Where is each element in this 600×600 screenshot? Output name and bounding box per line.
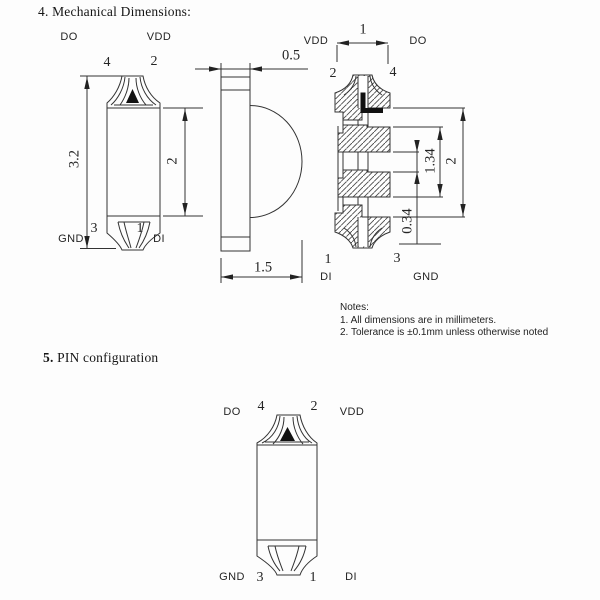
pin-config-label-vdd: VDD [339,406,365,418]
section-5-title [43,350,158,366]
back-view-pin-3: 3 [393,251,401,266]
front-view-dim-overall-height: 3.2 [66,149,83,169]
back-view-dim-inner-span: 1.34 [422,148,439,174]
pin-config-label-di: DI [345,571,357,583]
back-view-dim-pad-span: 2 [443,157,460,165]
front-view-pin-3: 3 [90,221,98,236]
front-view-label-gnd: GND [58,233,84,245]
back-view-label-do: DO [409,35,427,47]
back-view-label-vdd: VDD [303,35,329,47]
back-view-dim-pad-gap: 0.34 [399,208,416,234]
notes-line-2: 2. Tolerance is ±0.1mm unless otherwise noted [340,327,549,339]
front-view-pin-2: 2 [150,54,158,69]
back-view-pin-1: 1 [324,252,332,267]
front-view-pin-4: 4 [103,55,111,70]
side-view-dim-total-thickness: 1.5 [253,259,273,276]
pin-config-label-gnd: GND [219,571,245,583]
back-view-pin-4: 4 [389,65,397,80]
front-view-label-do: DO [60,31,78,43]
section-4-title: 4. Mechanical Dimensions: [38,4,192,19]
side-view-drawing [195,63,308,283]
pin-config-label-do: DO [223,406,241,418]
back-view-label-di: DI [320,271,332,283]
side-view-dim-top-thickness: 0.5 [281,47,301,64]
notes-block [340,302,548,340]
back-view-pin-2: 2 [329,66,337,81]
pin-config-pin-2: 2 [310,399,318,414]
front-view-label-di: DI [153,233,165,245]
front-view-label-vdd: VDD [146,31,172,43]
back-view-dim-width: 1 [359,21,367,38]
notes-line-1: 1. All dimensions are in millimeters. [340,314,497,326]
back-view-label-gnd: GND [413,271,439,283]
pin-config-pin-3: 3 [256,570,264,585]
pin-config-pin-4: 4 [257,399,265,414]
pin-configuration-drawing [257,415,317,575]
section-5-number: 5. [43,350,54,365]
section-5-text: PIN configuration [53,350,159,365]
pin-config-pin-1: 1 [309,570,317,585]
notes-heading: Notes: [340,302,369,313]
front-view-dim-body-height: 2 [164,157,181,165]
front-view-pin-1: 1 [136,221,144,236]
